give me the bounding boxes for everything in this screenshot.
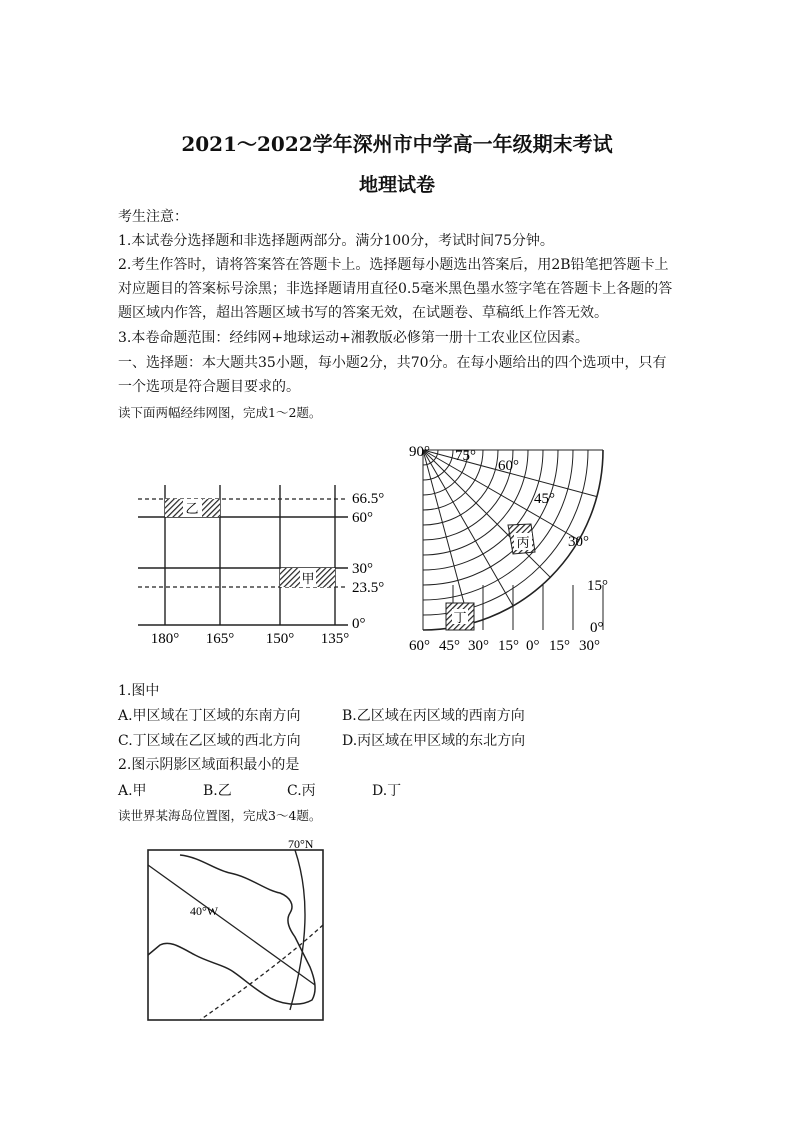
lon-label-150: 150° — [265, 631, 295, 647]
polar-label-60: 60° — [498, 458, 519, 474]
q2-option-c: C.丙 — [287, 783, 316, 799]
region-jia-label: 甲 — [301, 571, 315, 586]
label-40w: 40°W — [190, 904, 219, 918]
intro-q3-4: 读世界某海岛位置图，完成3～4题。 — [118, 808, 322, 823]
polar-lon-label-60: 60° — [409, 638, 430, 654]
q2-option-b: B.乙 — [203, 783, 232, 799]
polar-label-90: 90° — [409, 444, 430, 460]
polar-label-30: 30° — [568, 534, 589, 550]
notice-item-3: 3.本卷命题范围：经纬网+地球运动+湘教版必修第一册十工农业区位因素。 — [118, 330, 589, 346]
q1-option-c: C.丁区域在乙区域的西北方向 — [118, 733, 301, 749]
lon-label-180: 180° — [150, 631, 180, 647]
notice-item-2-end: 题区域内作答，超出答题区域书写的答案无效，在试题卷、草稿纸上作答无效。 — [118, 305, 608, 321]
q1-option-a: A.甲区域在丁区域的东南方向 — [118, 708, 301, 724]
lat-label-23-5: 23.5° — [352, 580, 385, 596]
region-jia-hatch-right — [316, 568, 335, 587]
region-bing-label: 丙 — [516, 535, 530, 550]
lat-label-0: 0° — [352, 616, 366, 632]
section-heading-cont: 一个选项是符合题目要求的。 — [118, 379, 300, 395]
polar-lon-label-0: 0° — [526, 638, 540, 654]
q2-option-a: A.甲 — [118, 783, 147, 799]
island-coastline — [148, 855, 315, 1004]
exam-subject: 地理试卷 — [358, 174, 435, 196]
notice-heading: 考生注意： — [118, 209, 188, 225]
polar-lon-label-15e: 15° — [549, 638, 570, 654]
label-70n: 70°N — [288, 837, 314, 851]
map-frame — [148, 850, 323, 1020]
q2-stem: 2.图示阴影区域面积最小的是 — [118, 757, 300, 773]
arctic-circle — [200, 925, 323, 1020]
polar-label-0: 0° — [590, 620, 604, 636]
polar-label-15: 15° — [587, 578, 608, 594]
q1-option-b: B.乙区域在丙区域的西南方向 — [342, 708, 525, 724]
parallel-70n — [290, 850, 305, 1010]
lat-label-30: 30° — [352, 561, 373, 577]
q2-option-d: D.丁 — [372, 783, 402, 799]
region-yi-hatch-left — [165, 499, 183, 517]
region-yi-hatch-right — [202, 499, 220, 517]
figure-island-map — [140, 835, 340, 1025]
lat-label-60: 60° — [352, 510, 373, 526]
polar-meridian-line — [423, 450, 550, 577]
intro-q1-2: 读下面两幅经纬网图，完成1～2题。 — [118, 405, 322, 420]
q1-stem: 1.图中 — [118, 683, 160, 699]
figure-graticule-rect — [130, 480, 400, 650]
polar-lon-label-30: 30° — [468, 638, 489, 654]
polar-lon-label-30e: 30° — [579, 638, 600, 654]
notice-item-1: 1.本试卷分选择题和非选择题两部分。满分100分，考试时间75分钟。 — [118, 233, 554, 249]
region-jia-hatch-left — [280, 568, 300, 587]
polar-lon-label-15: 15° — [498, 638, 519, 654]
meridian-40w — [148, 865, 315, 985]
exam-title: 2021～2022学年深州市中学高一年级期末考试 — [181, 132, 613, 156]
section-heading: 一、选择题：本大题共35小题，每小题2分，共70分。在每小题给出的四个选项中，只有 — [118, 355, 667, 371]
polar-label-45: 45° — [534, 491, 555, 507]
figure-graticule-polar — [405, 440, 620, 660]
region-yi-label: 乙 — [185, 501, 199, 516]
lat-label-66-5: 66.5° — [352, 491, 385, 507]
polar-label-75: 75° — [455, 448, 476, 464]
region-ding-label: 丁 — [453, 610, 467, 625]
lon-label-135: 135° — [320, 631, 350, 647]
notice-item-2: 2.考生作答时，请将答案答在答题卡上。选择题每小题选出答案后，用2B铅笔把答题卡上 — [118, 257, 669, 273]
lon-label-165: 165° — [205, 631, 235, 647]
q1-option-d: D.丙区域在甲区域的东北方向 — [342, 733, 526, 749]
polar-lon-label-45: 45° — [439, 638, 460, 654]
notice-item-2-cont: 对应题目的答案标号涂黑；非选择题请用直径0.5毫米黑色墨水签字笔在答题卡上各题的答 — [118, 281, 673, 297]
